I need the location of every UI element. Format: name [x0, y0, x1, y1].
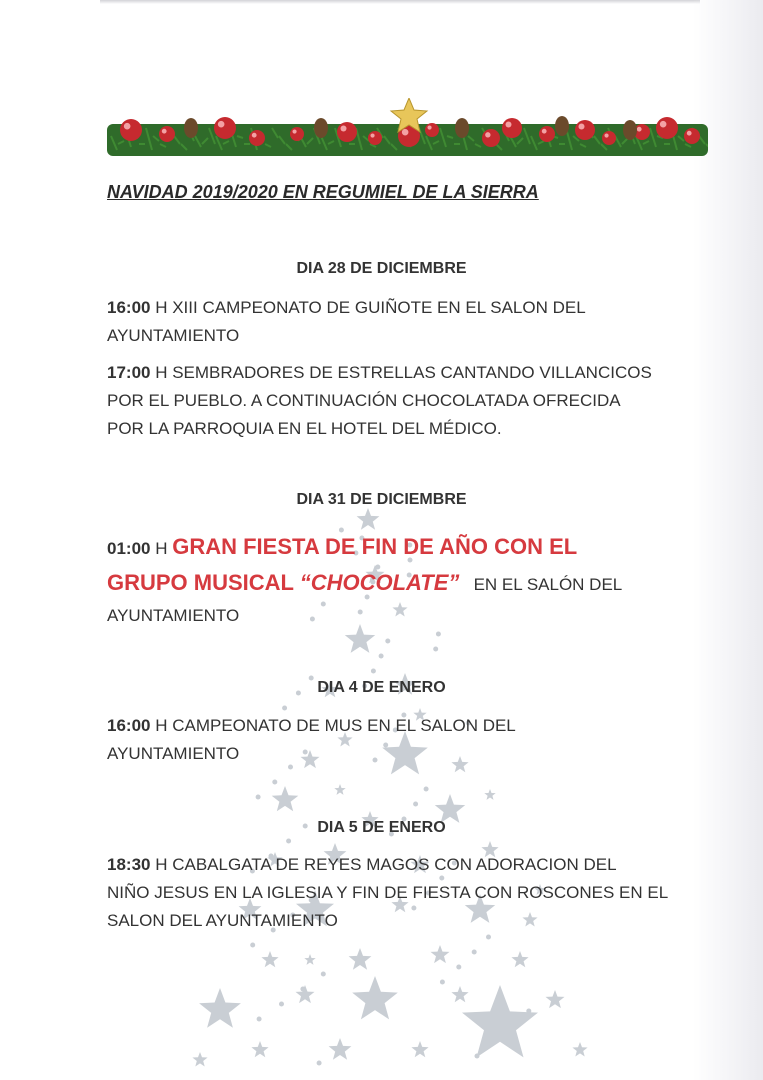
- tree-star-icon: [334, 784, 345, 795]
- ornament-highlight: [370, 133, 374, 137]
- tree-dot: [472, 950, 477, 955]
- tree-star-icon: [462, 985, 538, 1057]
- tree-star-icon: [484, 789, 495, 800]
- ornament-highlight: [604, 133, 608, 137]
- event-text: H SEMBRADORES DE ESTRELLAS CANTANDO VILLANCICOS: [155, 363, 652, 382]
- tree-dot: [440, 980, 445, 985]
- tree-dot: [282, 706, 287, 711]
- tree-star-icon: [349, 948, 372, 970]
- ornament-highlight: [660, 121, 667, 128]
- ornament-highlight: [485, 132, 490, 137]
- tree-dot: [272, 780, 277, 785]
- ornament-ball-icon: [539, 126, 555, 142]
- tree-star-icon: [251, 1041, 268, 1057]
- tree-dot: [413, 802, 418, 807]
- tree-dot: [456, 965, 461, 970]
- tree-star-icon: [511, 951, 528, 967]
- tree-dot: [526, 1009, 531, 1014]
- ornament-highlight: [292, 129, 296, 133]
- event-text: AYUNTAMIENTO: [107, 744, 240, 763]
- tree-star-icon: [261, 951, 278, 967]
- event-text: AYUNTAMIENTO: [107, 606, 240, 625]
- event-4-jan-1: [107, 712, 516, 768]
- tree-dot: [493, 1039, 498, 1044]
- ornament-ball-icon: [502, 118, 522, 138]
- tree-dot: [321, 972, 326, 977]
- scan-edge-top: [100, 0, 700, 4]
- ornament-highlight: [124, 123, 131, 130]
- tree-star-icon: [451, 986, 468, 1002]
- ornament-ball-icon: [337, 122, 357, 142]
- event-text: H XIII CAMPEONATO DE GUIÑOTE EN EL SALON DEL: [155, 298, 586, 317]
- ornament-highlight: [341, 126, 347, 132]
- ornament-ball-icon: [290, 127, 304, 141]
- band-name: “CHOCOLATE”: [299, 570, 460, 595]
- ornament-ball-icon: [120, 119, 142, 141]
- ornament-highlight: [427, 125, 431, 129]
- tree-dot: [433, 647, 438, 652]
- scan-edge-right: [693, 0, 763, 1080]
- event-time: 16:00: [107, 716, 151, 735]
- event-text: H CAMPEONATO DE MUS EN EL SALON DEL: [155, 716, 516, 735]
- tree-dot: [286, 839, 291, 844]
- event-text: AYUNTAMIENTO: [107, 326, 240, 345]
- ornament-ball-icon: [575, 120, 595, 140]
- ornament-ball-icon: [249, 130, 265, 146]
- tree-star-icon: [272, 786, 299, 811]
- event-28-dec-2: [107, 359, 652, 443]
- event-5-jan-1: [107, 851, 668, 935]
- tree-dot: [486, 935, 491, 940]
- tree-star-icon: [431, 945, 450, 963]
- tree-dot: [379, 654, 384, 659]
- event-text: SALON DEL AYUNTAMIENTO: [107, 911, 338, 930]
- tree-dot: [424, 787, 429, 792]
- ornament-ball-icon: [425, 123, 439, 137]
- ornament-ball-icon: [368, 131, 382, 145]
- event-text: NIÑO JESUS EN LA IGLESIA Y FIN DE FIESTA CON ROSCONES EN EL: [107, 883, 669, 902]
- day-heading-28-dec: DIA 28 DE DICIEMBRE: [296, 260, 467, 277]
- ornament-highlight: [252, 133, 257, 138]
- ornament-ball-icon: [602, 131, 616, 145]
- ornament-highlight: [402, 129, 409, 136]
- ornament-ball-icon: [656, 117, 678, 139]
- event-text: POR EL PUEBLO. A CONTINUACIÓN CHOCOLATADA OFRECIDA: [107, 391, 621, 410]
- day-heading-4-jan: DIA 4 DE ENERO: [317, 679, 446, 696]
- pinecone-icon: [314, 118, 328, 138]
- event-time: 17:00: [107, 363, 151, 382]
- tree-dot: [371, 669, 376, 674]
- tree-dot: [436, 632, 441, 637]
- ornament-highlight: [687, 131, 692, 136]
- ornament-ball-icon: [214, 117, 236, 139]
- tree-dot: [385, 639, 390, 644]
- event-time: 01:00: [107, 539, 151, 558]
- tree-dot: [510, 1024, 515, 1029]
- event-time: 18:30: [107, 855, 151, 874]
- event-highlight: GRUPO MUSICAL: [107, 570, 300, 595]
- tree-star-icon: [192, 1052, 207, 1067]
- christmas-garland-image: [107, 98, 708, 160]
- tree-dot: [300, 987, 305, 992]
- tree-star-icon: [411, 1041, 428, 1057]
- day-heading-5-jan: DIA 5 DE ENERO: [317, 819, 446, 836]
- pinecone-icon: [555, 116, 569, 136]
- tree-star-icon: [357, 508, 380, 530]
- day-heading-31-dec: DIA 31 DE DICIEMBRE: [296, 491, 467, 508]
- tree-star-icon: [572, 1042, 587, 1057]
- event-text: EN EL SALÓN DEL: [473, 575, 623, 594]
- ornament-ball-icon: [482, 129, 500, 147]
- ornament-highlight: [218, 121, 225, 128]
- ornament-highlight: [637, 127, 642, 132]
- tree-dot: [256, 795, 261, 800]
- pinecone-icon: [623, 120, 637, 140]
- tree-dot: [250, 943, 255, 948]
- ornament-highlight: [579, 124, 585, 130]
- event-28-dec-1: [107, 294, 586, 350]
- ornament-ball-icon: [159, 126, 175, 142]
- event-h: H: [155, 539, 168, 558]
- tree-dot: [257, 1017, 262, 1022]
- ornament-ball-icon: [684, 128, 700, 144]
- ornament-highlight: [162, 129, 167, 134]
- tree-dot: [317, 1061, 322, 1066]
- pinecone-icon: [455, 118, 469, 138]
- tree-dot: [475, 1054, 480, 1059]
- event-text: H CABALGATA DE REYES MAGOS CON ADORACION DEL: [155, 855, 617, 874]
- tree-star-icon: [304, 954, 315, 965]
- event-highlight: GRAN FIESTA DE FIN DE AÑO CON EL: [172, 534, 578, 559]
- event-text: POR LA PARROQUIA EN EL HOTEL DEL MÉDICO.: [107, 419, 502, 438]
- event-31-dec-1: [107, 530, 622, 630]
- page-title: NAVIDAD 2019/2020 EN REGUMIEL DE LA SIERRA: [107, 182, 539, 202]
- ornament-highlight: [542, 129, 547, 134]
- tree-star-icon: [199, 988, 241, 1028]
- pinecone-icon: [184, 118, 198, 138]
- event-time: 16:00: [107, 298, 151, 317]
- tree-star-icon: [546, 990, 565, 1008]
- tree-dot: [279, 1002, 284, 1007]
- ornament-highlight: [506, 122, 512, 128]
- tree-star-icon: [352, 976, 398, 1019]
- tree-dot: [339, 1046, 344, 1051]
